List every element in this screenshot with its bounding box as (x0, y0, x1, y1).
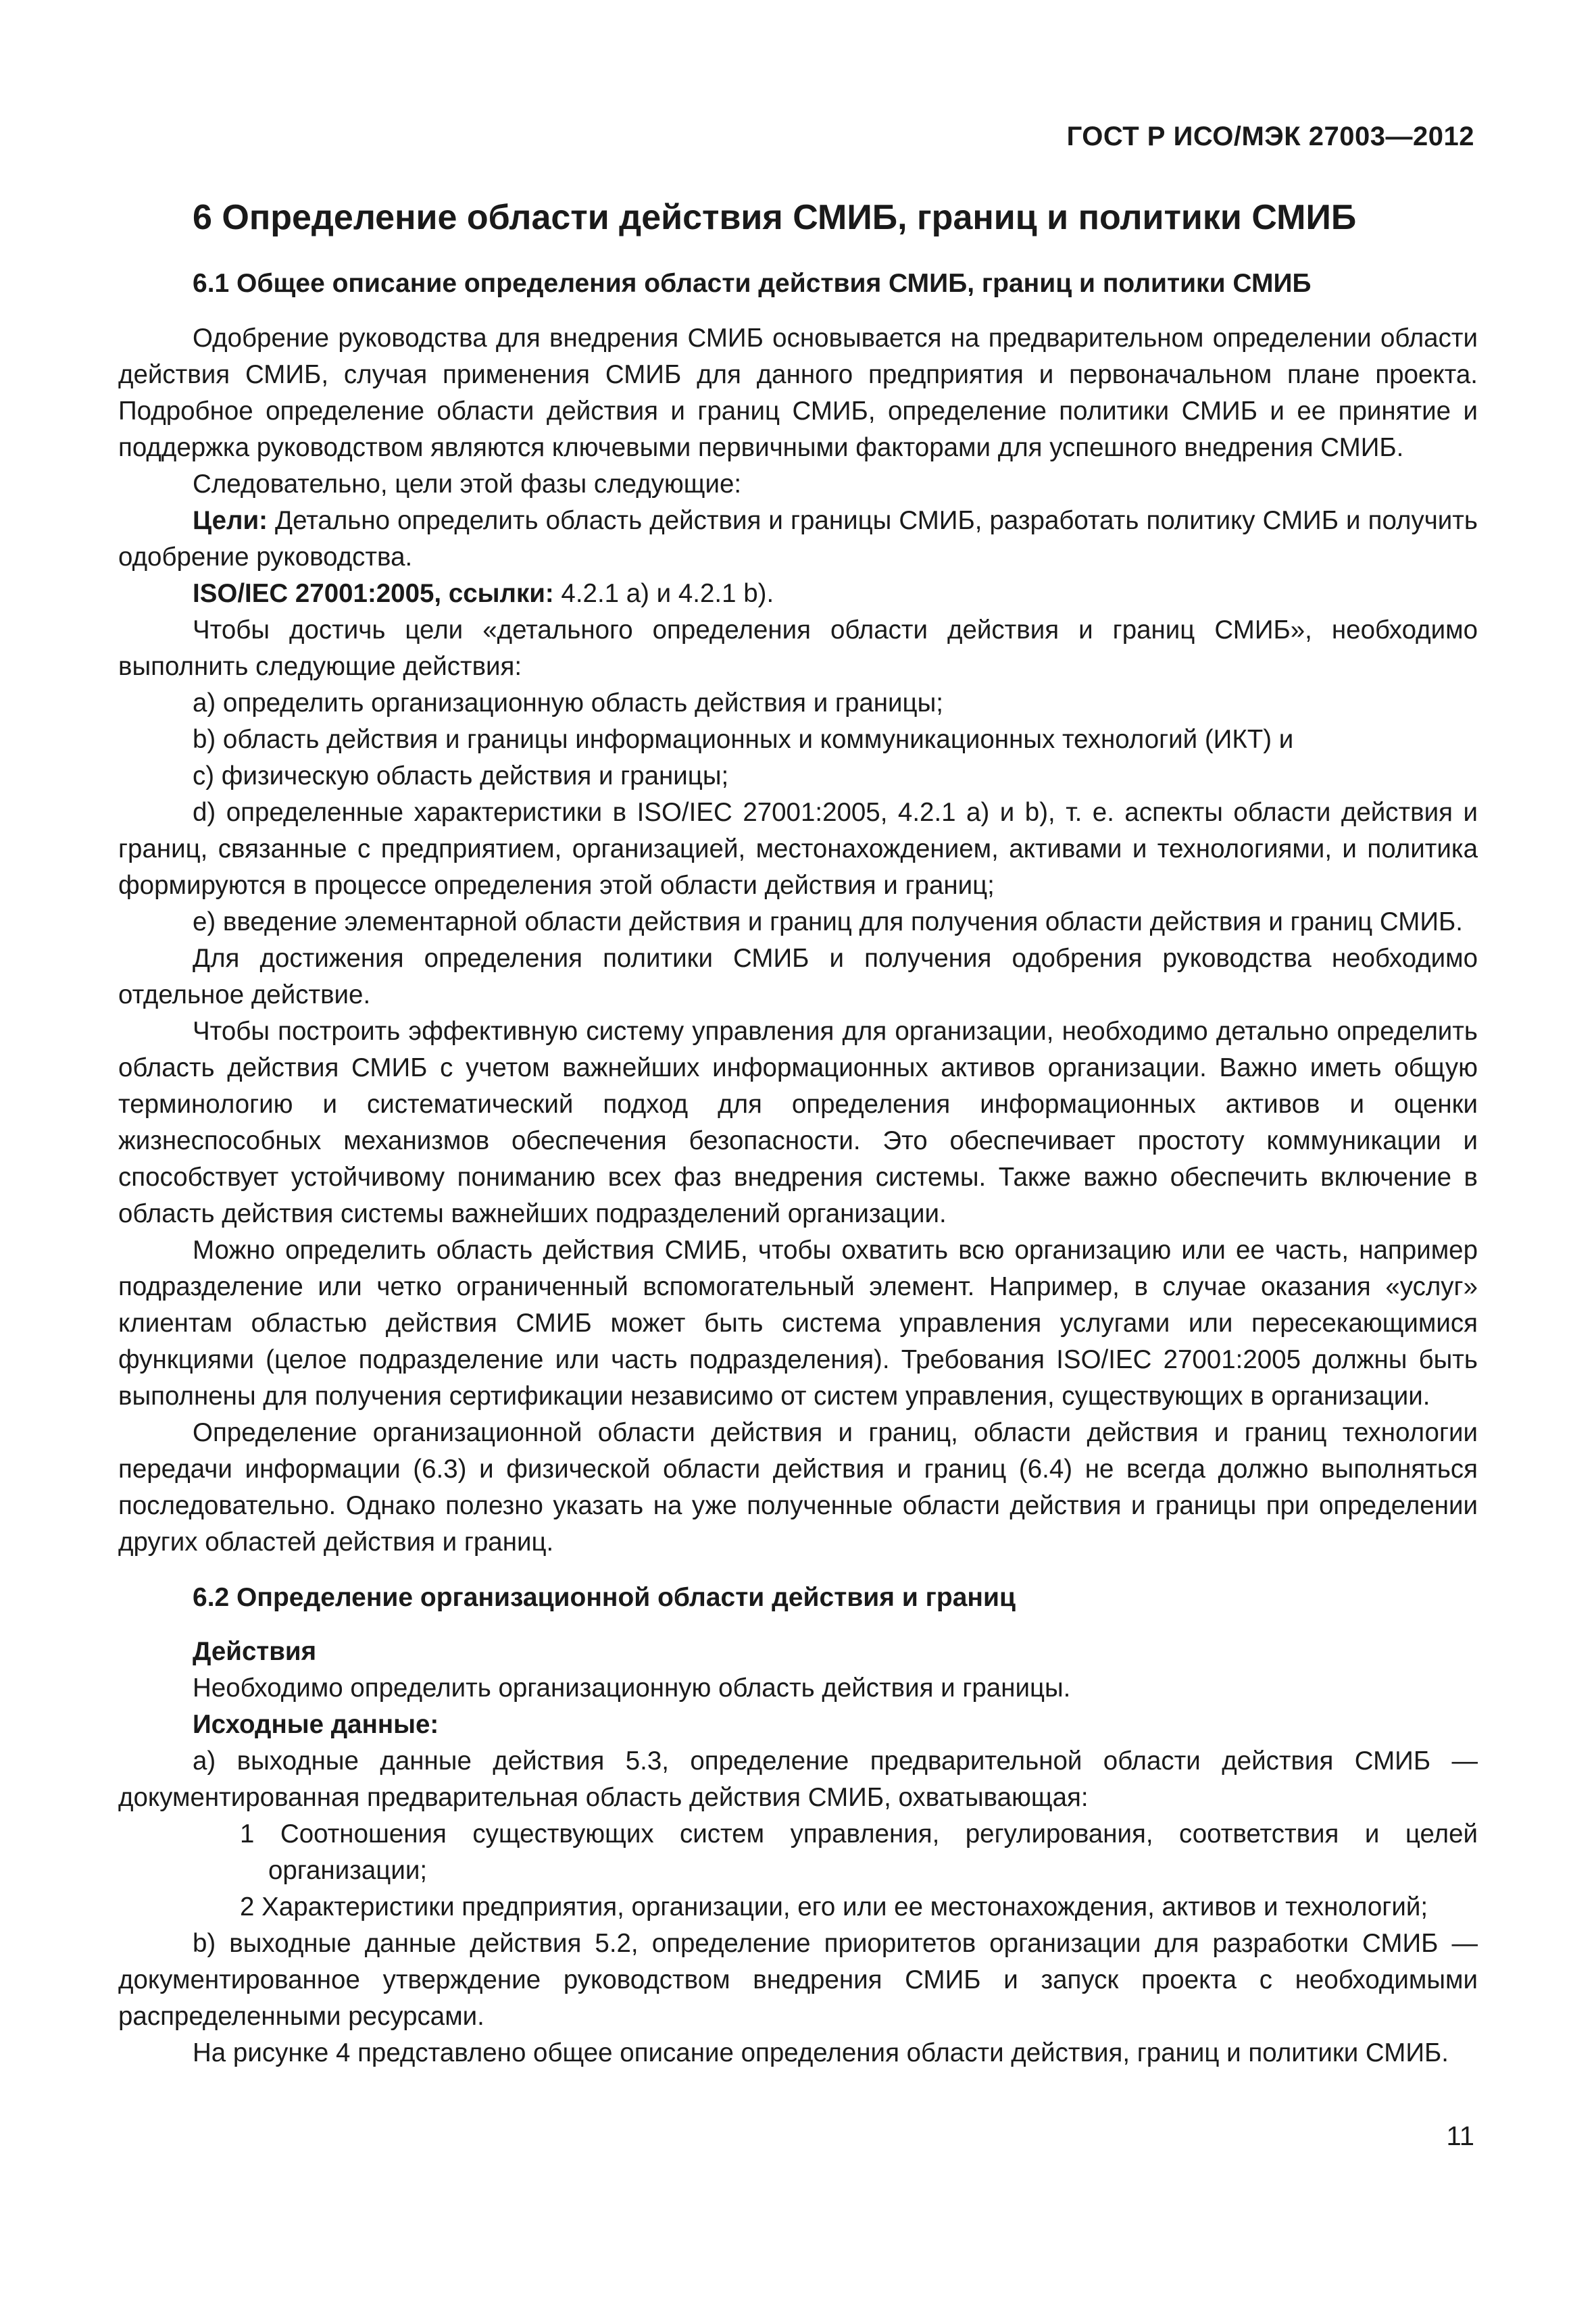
page-number: 11 (1446, 2121, 1474, 2151)
page-content (118, 196, 1478, 2071)
list-item: с) физическую область действия и границы; (193, 761, 729, 790)
paragraph: Определение организационной области действия и границ, области действия и границ технологии передачи информации (6.3) и физической области действия и границ (6.4) не всегда должно выполняться последовательно. Однако полезно указать на уже полученные области действия и границы при определении других областей действия и границ. (118, 1417, 1478, 1557)
document-code-header: ГОСТ Р ИСО/МЭК 27003—2012 (1066, 122, 1474, 151)
numbered-item: 2 Характеристики предприятия, организации, его или ее местонахождения, активов и технологий; (240, 1892, 1428, 1922)
paragraph: Необходимо определить организационную область действия и границы. (193, 1674, 1071, 1703)
paragraph: Для достижения определения политики СМИБ и получения одобрения руководства необходимо отдельное действие. (118, 943, 1478, 1009)
subsection-6-2-title: 6.2 Определение организационной области действия и границ (193, 1582, 1016, 1612)
actions-label: Действия (193, 1637, 317, 1667)
inputs-label: Исходные данные: (193, 1710, 439, 1740)
list-item: а) определить организационную область действия и границы; (193, 688, 943, 718)
goals-paragraph (118, 503, 1478, 576)
paragraph: Можно определить область действия СМИБ, чтобы охватить всю организацию или ее часть, например подразделение или четко ограниченный вспомогательный элемент. Например, в случае оказания «услуг» клиентам областью действия СМИБ может быть система управления услугами или пересекающимися функциями (целое подразделение или часть подразделения). Требования ISO/IEC 27001:2005 должны быть выполнены для получения сертификации независимо от систем управления, существующих в организации. (118, 1235, 1478, 1411)
goals-label: Цели: (193, 505, 268, 535)
goals-text: Детально определить область действия и границы СМИБ, разработать политику СМИБ и получить одобрение руководства. (118, 505, 1478, 572)
list-item: d) определенные характеристики в ISO/IEC 27001:2005, 4.2.1 a) и b), т. е. аспекты области действия и границ, связанные с предприятием, организацией, местонахождением, активами и технологиями, и политика формируются в процессе определения этой области действия и границ; (118, 797, 1478, 900)
paragraph: Следовательно, цели этой фазы следующие: (193, 469, 742, 499)
paragraph: Чтобы достичь цели «детального определения области действия и границ СМИБ», необходимо выполнить следующие действия: (118, 615, 1478, 681)
list-item: b) область действия и границы информационных и коммуникационных технологий (ИКТ) и (193, 724, 1294, 754)
paragraph: На рисунке 4 представлено общее описание определения области действия, границ и политики СМИБ. (193, 2038, 1449, 2068)
numbered-item: 1 Соотношения существующих систем управления, регулирования, соответствия и целей организации; (240, 1819, 1478, 1886)
list-item: е) введение элементарной области действия и границ для получения области действия и границ СМИБ. (193, 907, 1463, 936)
list-item: b) выходные данные действия 5.2, определение приоритетов организации для разработки СМИБ — документированное утверждение руководством внедрения СМИБ и запуск проекта с необходимыми распределенными ресурсами. (118, 1929, 1478, 2032)
list-item: а) выходные данные действия 5.3, определение предварительной области действия СМИБ — документированная предварительная область действия СМИБ, охватывающая: (118, 1746, 1478, 1813)
paragraph: Одобрение руководства для внедрения СМИБ основывается на предварительном определении области действия СМИБ, случая применения СМИБ для данного предприятия и первоначальном плане проекта. Подробное определение области действия и границ СМИБ, определение политики СМИБ и ее принятие и поддержка руководством являются ключевыми первичными факторами для успешного внедрения СМИБ. (118, 323, 1478, 462)
references-text: 4.2.1 a) и 4.2.1 b). (553, 578, 774, 608)
section-title: 6 Определение области действия СМИБ, границ и политики СМИБ (193, 198, 1357, 237)
references-label: ISO/IEC 27001:2005, ссылки: (193, 578, 554, 608)
references-paragraph (118, 576, 1478, 612)
subsection-6-1-title: 6.1 Общее описание определения области действия СМИБ, границ и политики СМИБ (193, 269, 1312, 298)
paragraph: Чтобы построить эффективную систему управления для организации, необходимо детально определить область действия СМИБ с учетом важнейших информационных активов организации. Важно иметь общую терминологию и систематический подход для определения информационных активов и оценки жизнеспособных механизмов обеспечения безопасности. Это обеспечивает простоту коммуникации и способствует устойчивому пониманию всех фаз внедрения системы. Также важно обеспечить включение в область действия системы важнейших подразделений организации. (118, 1016, 1478, 1228)
